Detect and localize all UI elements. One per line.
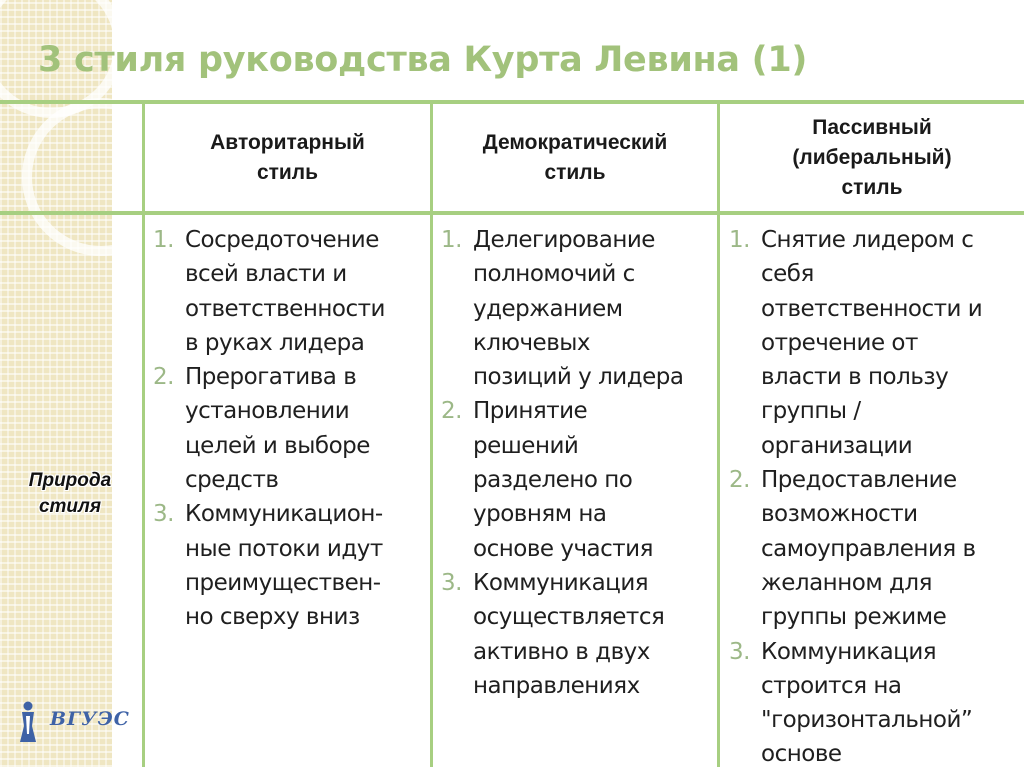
list-item-line: строится на bbox=[761, 672, 902, 699]
column-header-passive: Пассивный (либеральный) стиль bbox=[792, 116, 952, 199]
list-item-line: власти в пользу bbox=[761, 364, 949, 391]
list-item-line: Снятие лидером с bbox=[761, 227, 974, 253]
row-label: Природа стиля bbox=[28, 470, 112, 517]
university-logo bbox=[16, 700, 130, 744]
logo-figure-icon bbox=[16, 700, 40, 744]
authoritarian-list bbox=[153, 223, 428, 635]
list-item-line: но сверху вниз bbox=[185, 604, 360, 631]
list-item-line: позиций у лидера bbox=[473, 364, 684, 391]
list-item-number: 2. bbox=[729, 467, 750, 494]
list-item-line: отречение от bbox=[761, 329, 918, 356]
list-item bbox=[441, 223, 716, 394]
slide-title: 3 стиля руководства Курта Левина (1) bbox=[38, 40, 808, 80]
list-item-line: желанном для bbox=[761, 569, 932, 596]
list-item-line: ключевых bbox=[473, 329, 591, 356]
logo-text: ВГУЭС bbox=[50, 708, 130, 730]
list-item-line: средств bbox=[185, 467, 279, 494]
list-item bbox=[153, 360, 428, 497]
list-item-number: 1. bbox=[729, 227, 750, 253]
list-item-line: осуществляется bbox=[473, 604, 665, 631]
list-item-line: решений bbox=[473, 432, 579, 459]
list-item-number: 3. bbox=[729, 638, 750, 665]
list-item-line: ные потоки идут bbox=[185, 535, 383, 562]
list-item bbox=[729, 463, 1022, 634]
passive-list bbox=[729, 223, 1022, 772]
list-item-line: Коммуникацион- bbox=[185, 501, 383, 528]
list-item-number: 1. bbox=[153, 227, 174, 253]
list-item-line: себя bbox=[761, 261, 814, 288]
list-item bbox=[441, 394, 716, 565]
list-item-line: организации bbox=[761, 432, 913, 459]
list-item-line: Предоставление bbox=[761, 467, 957, 494]
table-column-divider bbox=[142, 100, 145, 767]
list-item-line: разделено по bbox=[473, 467, 633, 494]
list-item bbox=[441, 566, 716, 703]
list-item bbox=[729, 223, 1022, 463]
list-item-number: 1. bbox=[441, 227, 462, 253]
list-item-line: возможности bbox=[761, 501, 918, 528]
column-header-democratic: Демократический стиль bbox=[482, 131, 668, 184]
list-item-number: 3. bbox=[153, 501, 174, 528]
list-item-number: 3. bbox=[441, 569, 462, 596]
list-item-line: группы / bbox=[761, 398, 861, 425]
column-header-authoritarian: Авторитарный стиль bbox=[210, 131, 365, 184]
list-item-line: уровням на bbox=[473, 501, 607, 528]
list-item-line: полномочий с bbox=[473, 261, 635, 288]
list-item-number: 2. bbox=[153, 364, 174, 391]
list-item bbox=[729, 635, 1022, 772]
table-line-header bbox=[0, 211, 1024, 215]
list-item-line: Прерогатива в bbox=[185, 364, 357, 391]
list-item bbox=[153, 223, 428, 360]
list-item-line: в руках лидера bbox=[185, 329, 365, 356]
list-item-line: Коммуникация bbox=[761, 638, 937, 665]
list-item-line: целей и выборе bbox=[185, 432, 370, 459]
list-item-line: всей власти и bbox=[185, 261, 347, 288]
list-item-line: Делегирование bbox=[473, 227, 655, 253]
list-item-line: преимуществен- bbox=[185, 569, 381, 596]
list-item-line: направлениях bbox=[473, 672, 640, 699]
list-item-line: самоуправления в bbox=[761, 535, 976, 562]
list-item-line: Принятие bbox=[473, 398, 588, 425]
democratic-list bbox=[441, 223, 716, 703]
list-item-line: ответственности и bbox=[761, 295, 983, 322]
list-item-line: "горизонтальной” bbox=[761, 707, 973, 734]
list-item-line: основе участия bbox=[473, 535, 653, 562]
list-item-line: удержанием bbox=[473, 295, 623, 322]
list-item-line: ответственности bbox=[185, 295, 385, 322]
table-column-divider bbox=[430, 100, 433, 767]
list-item-line: установлении bbox=[185, 398, 350, 425]
table-line-top bbox=[0, 100, 1024, 104]
list-item-line: группы режиме bbox=[761, 604, 947, 631]
list-item bbox=[153, 497, 428, 634]
list-item-line: Коммуникация bbox=[473, 569, 649, 596]
list-item-line: основе bbox=[761, 741, 842, 768]
list-item-line: активно в двух bbox=[473, 638, 650, 665]
list-item-line: Сосредоточение bbox=[185, 227, 379, 253]
list-item-number: 2. bbox=[441, 398, 462, 425]
